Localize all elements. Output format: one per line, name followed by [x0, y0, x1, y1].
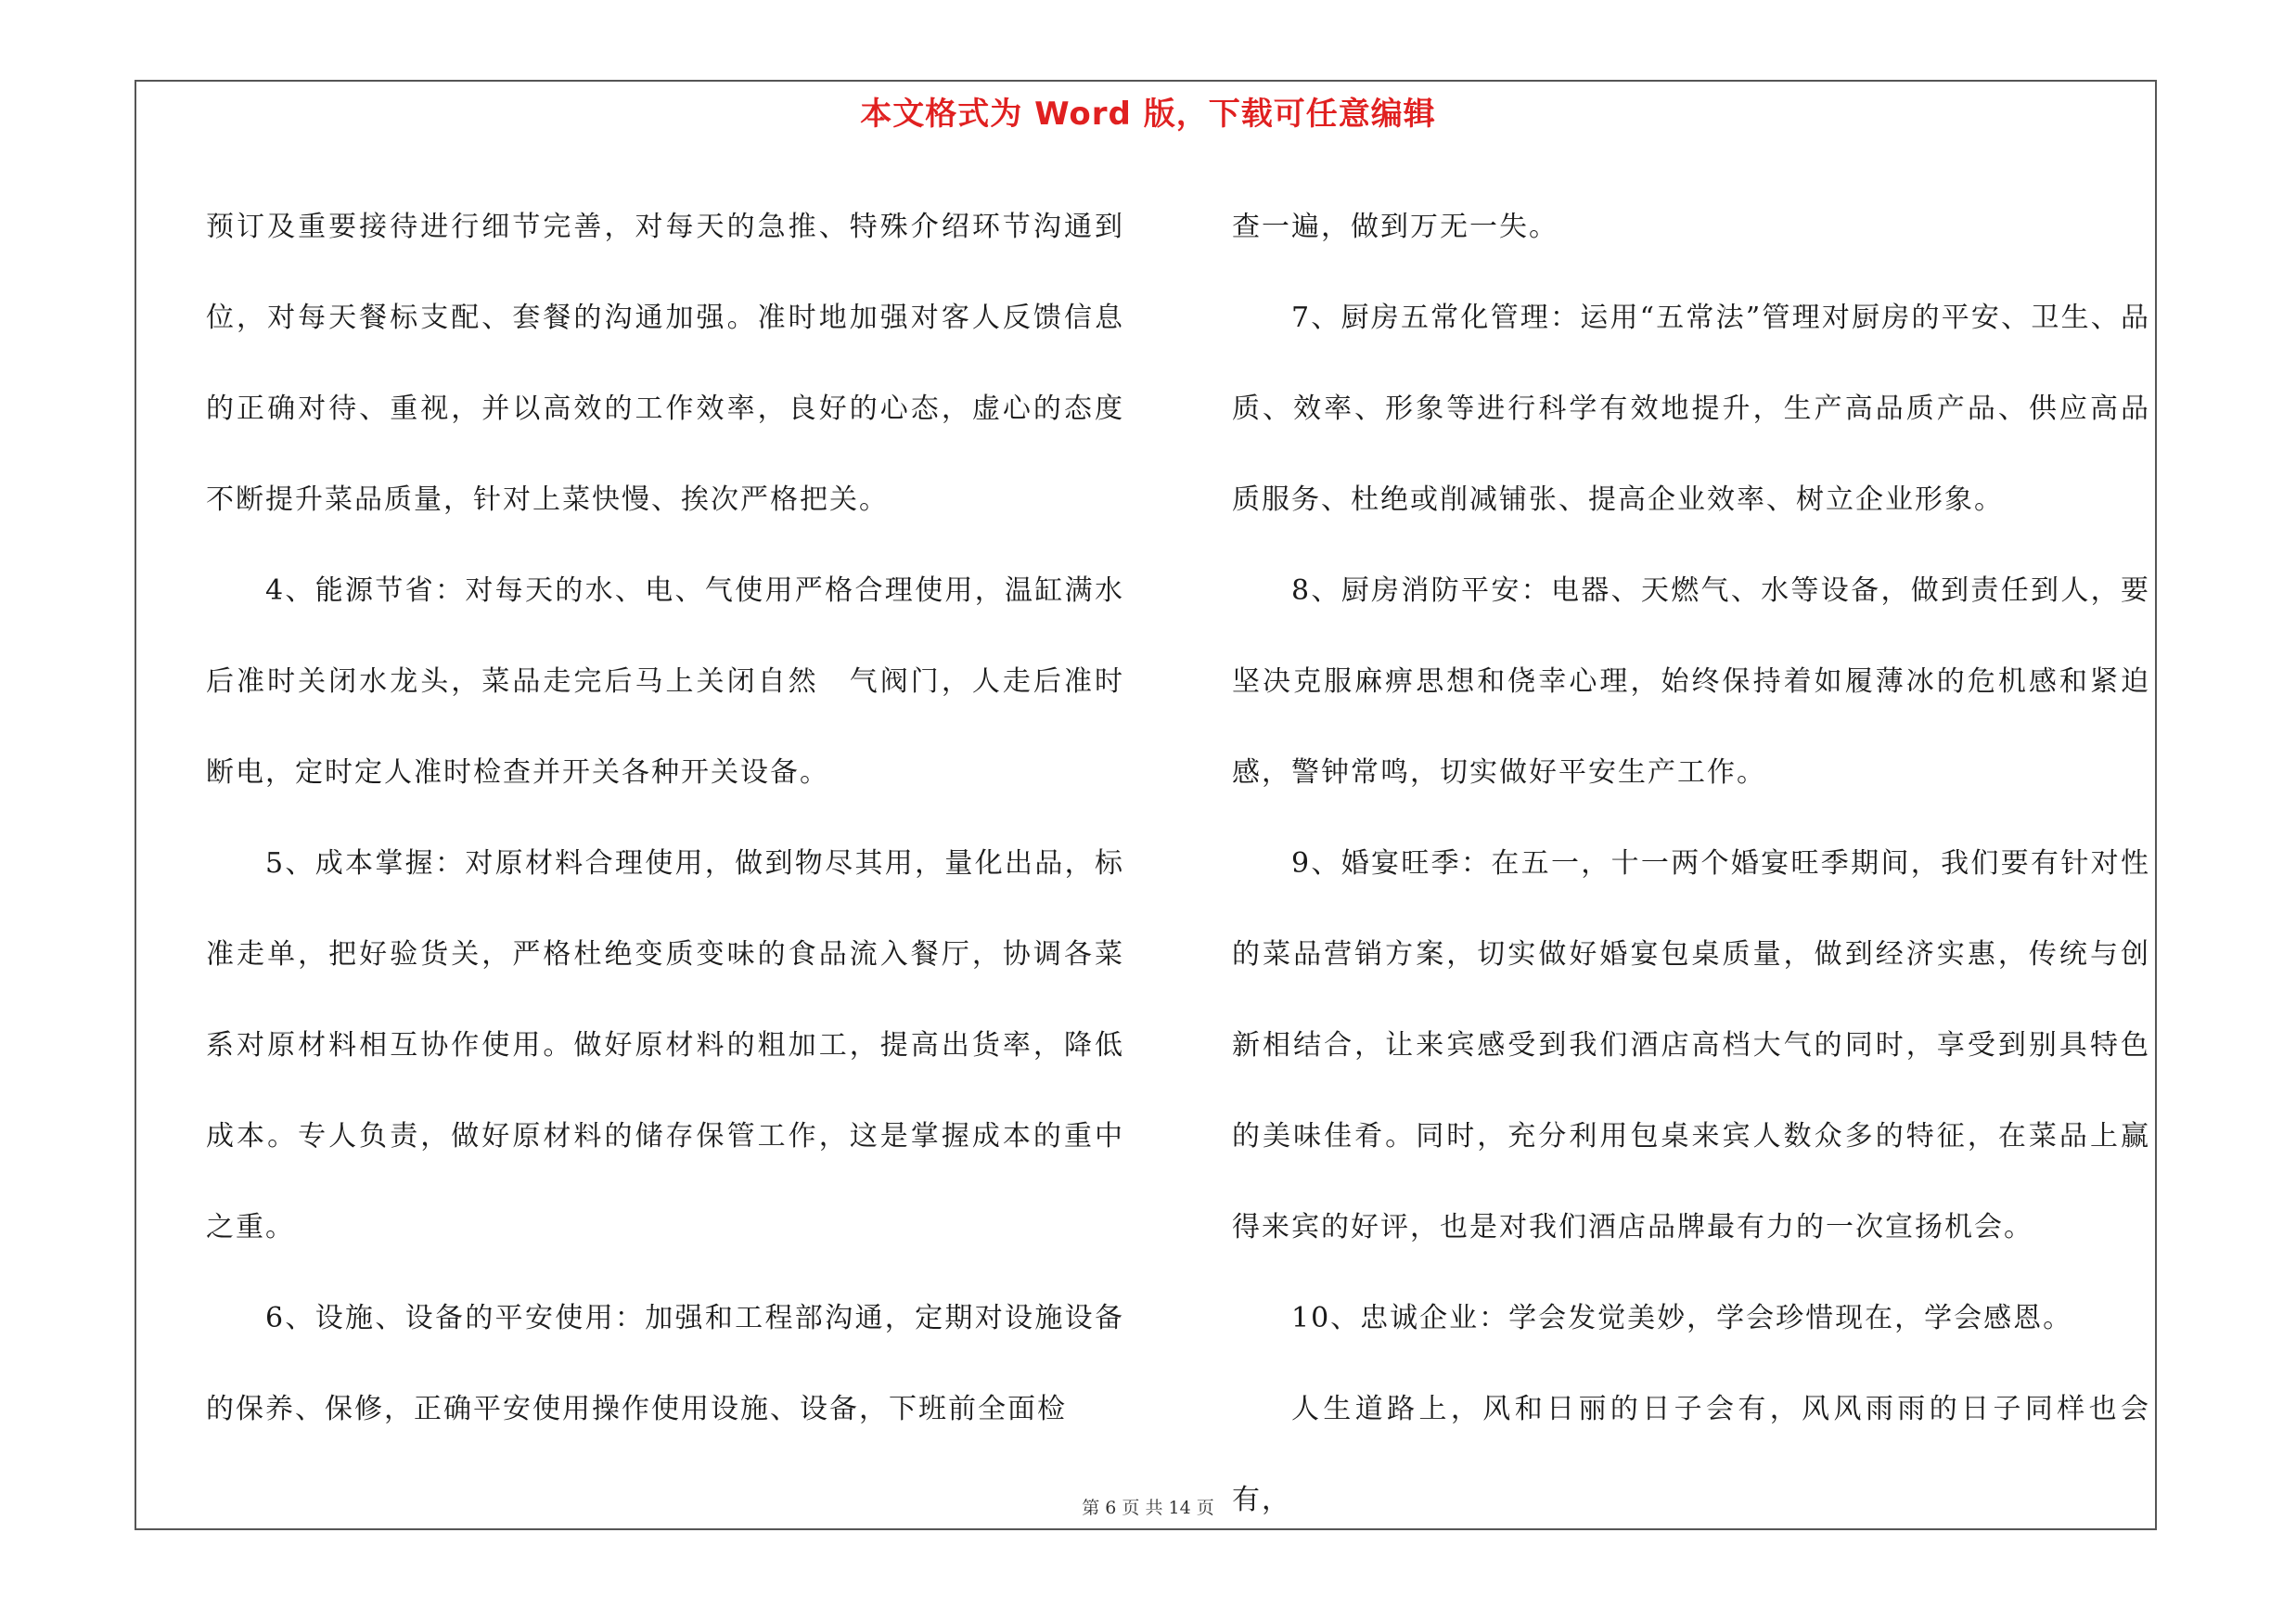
paragraph-energy-saving: 4、能源节省：对每天的水、电、气使用严格合理使用，温缸满水后准时关闭水龙头，菜品走完后马上关闭自然 气阀门，人走后准时断电，定时定人准时检查并开关各种开关设备。	[206, 574, 1124, 789]
paragraph-wedding-season: 9、婚宴旺季：在五一，十一两个婚宴旺季期间，我们要有针对性的菜品营销方案，切实做好婚宴包桌质量，做到经济实惠，传统与创新相结合，让来宾感受到我们酒店高档大气的同时，享受到别具特色的美味佳肴。同时，充分利用包桌来宾人数众多的特征，在菜品上赢得来宾的好评，也是对我们酒店品牌最有力的一次宣扬机会。	[1232, 847, 2150, 1243]
paragraph-continued: 查一遍，做到万无一失。	[1232, 211, 1558, 243]
paragraph-cost-control: 5、成本掌握：对原材料合理使用，做到物尽其用，量化出品，标准走单，把好验货关，严格杜绝变质变味的食品流入餐厅，协调各菜系对原材料相互协作使用。做好原材料的粗加工，提高出货率，降低成本。专人负责，做好原材料的储存保管工作，这是掌握成本的重中之重。	[206, 847, 1124, 1243]
paragraph-fire-safety: 8、厨房消防平安：电器、天燃气、水等设备，做到责任到人，要坚决克服麻痹思想和侥幸心理，始终保持着如履薄冰的危机感和紧迫感，警钟常鸣，切实做好平安生产工作。	[1232, 574, 2150, 789]
document-format-banner: 本文格式为 Word 版，下载可任意编辑	[860, 96, 1436, 133]
paragraph-kitchen-management: 7、厨房五常化管理：运用“五常法”管理对厨房的平安、卫生、品质、效率、形象等进行科学有效地提升，生产高品质产品、供应高品质服务、杜绝或削减铺张、提高企业效率、树立企业形象。	[1232, 302, 2150, 516]
left-text-column	[206, 182, 1124, 1455]
paragraph-life-road: 人生道路上，风和日丽的日子会有，风风雨雨的日子同样也会有，	[1232, 1393, 2150, 1516]
paragraph-continued: 预订及重要接待进行细节完善，对每天的急推、特殊介绍环节沟通到位，对每天餐标支配、套餐的沟通加强。准时地加强对客人反馈信息的正确对待、重视，并以高效的工作效率，良好的心态，虚心的态度不断提升菜品质量，针对上菜快慢、挨次严格把关。	[206, 211, 1124, 516]
paragraph-facility-safety: 6、设施、设备的平安使用：加强和工程部沟通，定期对设施设备的保养、保修，正确平安使用操作使用设施、设备，下班前全面检	[206, 1302, 1124, 1425]
paragraph-loyalty: 10、忠诚企业：学会发觉美妙，学会珍惜现在，学会感恩。	[1291, 1302, 2073, 1334]
page-number: 第 6 页 共 14 页	[1082, 1498, 1214, 1518]
right-text-column	[1232, 182, 2150, 1546]
